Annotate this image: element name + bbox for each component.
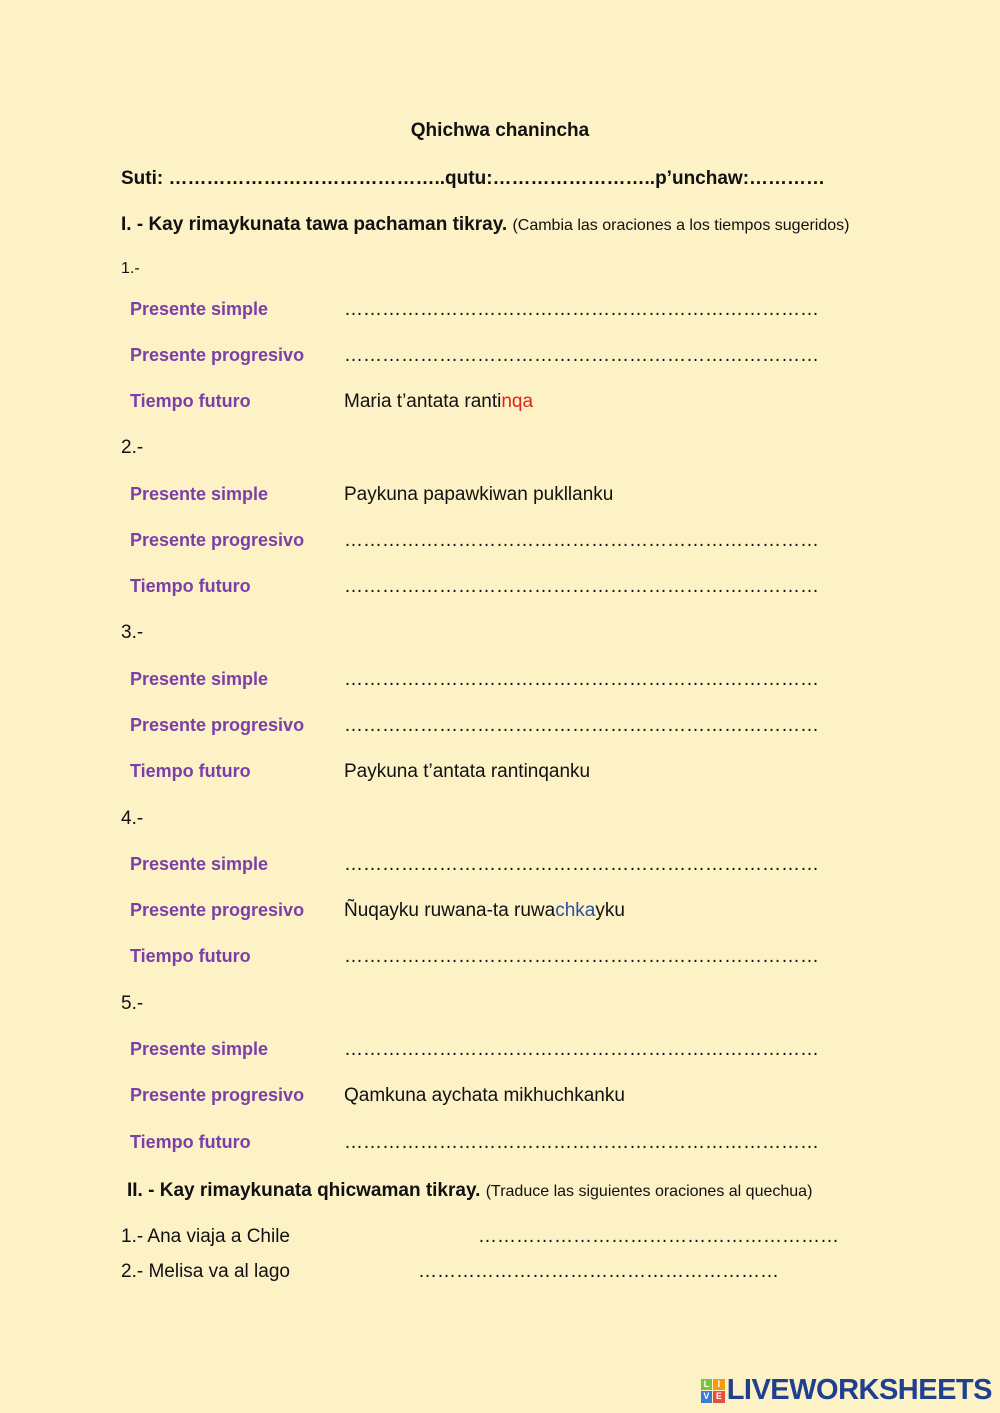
- item-5-number: 5.-: [121, 993, 144, 1014]
- item-2-simple-label: Presente simple: [130, 484, 269, 504]
- item-3-progressive-blank[interactable]: …………………………………………………………………: [344, 715, 819, 736]
- item-4-progressive-stem: Ñuqayku ruwana-ta ruwa: [344, 900, 556, 921]
- item-2-future-blank[interactable]: …………………………………………………………………: [344, 576, 819, 597]
- item-1-simple-label: Presente simple: [130, 299, 269, 319]
- item-5-progressive-sentence: Qamkuna aychata mikhuchkanku: [344, 1085, 625, 1106]
- item-4-future-blank[interactable]: …………………………………………………………………: [344, 946, 819, 967]
- item-1-number: 1.-: [121, 260, 140, 277]
- item-1-simple-blank[interactable]: …………………………………………………………………: [344, 299, 819, 320]
- worksheet-title: Qhichwa chanincha: [410, 120, 590, 141]
- liveworksheets-logo: [701, 1374, 992, 1407]
- translation-1-blank[interactable]: …………………………………………………: [478, 1226, 839, 1247]
- logo-letter-l: L: [701, 1379, 713, 1391]
- item-2-simple-sentence: Paykuna papawkiwan pukllanku: [344, 484, 614, 505]
- item-4-progressive-infix: chka: [555, 900, 596, 921]
- item-4-simple-label: Presente simple: [130, 854, 269, 874]
- item-2-progressive-label: Presente progresivo: [130, 530, 305, 550]
- item-4-simple-blank[interactable]: …………………………………………………………………: [344, 854, 819, 875]
- item-4-progressive-label: Presente progresivo: [130, 900, 305, 920]
- item-3-simple-blank[interactable]: …………………………………………………………………: [344, 669, 819, 690]
- item-2-number: 2.-: [121, 437, 144, 458]
- item-5-simple-blank[interactable]: …………………………………………………………………: [344, 1039, 819, 1060]
- logo-letter-e: E: [713, 1391, 725, 1403]
- item-4-future-label: Tiempo futuro: [130, 946, 251, 966]
- item-3-progressive-label: Presente progresivo: [130, 715, 305, 735]
- translation-2-prompt: 2.- Melisa va al lago: [121, 1261, 290, 1282]
- item-3-simple-label: Presente simple: [130, 669, 269, 689]
- translation-2-blank[interactable]: …………………………………………………: [418, 1261, 779, 1282]
- item-1-future-stem: Maria t’antata ranti: [344, 391, 502, 412]
- item-3-number: 3.-: [121, 622, 144, 643]
- item-2-progressive-blank[interactable]: …………………………………………………………………: [344, 530, 819, 551]
- item-4-progressive-sentence: [344, 900, 625, 922]
- item-1-future-label: Tiempo futuro: [130, 391, 251, 411]
- section-1-heading: I. - Kay rimaykunata tawa pachaman tikray.: [121, 214, 508, 235]
- item-5-progressive-label: Presente progresivo: [130, 1085, 305, 1105]
- item-5-future-label: Tiempo futuro: [130, 1132, 251, 1152]
- liveworksheets-logo-icon: [701, 1379, 725, 1403]
- section-2-heading: II. - Kay rimaykunata qhicwaman tikray.: [127, 1180, 481, 1201]
- item-3-future-label: Tiempo futuro: [130, 761, 251, 781]
- student-info-line: Suti: ……………………………………..qutu:……………………..p’unchaw:…………: [121, 168, 826, 189]
- translation-1-prompt: 1.- Ana viaja a Chile: [121, 1226, 290, 1247]
- section-1-header: [121, 214, 849, 236]
- item-1-future-sentence: [344, 391, 533, 413]
- item-2-future-label: Tiempo futuro: [130, 576, 251, 596]
- section-1-note: (Cambia las oraciones a los tiempos sugeridos): [512, 217, 850, 234]
- section-2-header: [127, 1180, 812, 1202]
- item-4-progressive-ending: yku: [595, 900, 625, 921]
- section-2-note: (Traduce las siguientes oraciones al quechua): [485, 1183, 813, 1200]
- item-5-simple-label: Presente simple: [130, 1039, 269, 1059]
- liveworksheets-logo-text: LIVEWORKSHEETS: [726, 1374, 992, 1406]
- logo-letter-v: V: [701, 1391, 713, 1403]
- item-3-future-sentence: Paykuna t’antata rantinqanku: [344, 761, 591, 782]
- item-1-future-suffix: nqa: [501, 391, 534, 412]
- item-4-number: 4.-: [121, 808, 144, 829]
- item-1-progressive-blank[interactable]: …………………………………………………………………: [344, 345, 819, 366]
- item-1-progressive-label: Presente progresivo: [130, 345, 305, 365]
- item-5-future-blank[interactable]: …………………………………………………………………: [344, 1132, 819, 1153]
- logo-letter-i: I: [713, 1379, 725, 1391]
